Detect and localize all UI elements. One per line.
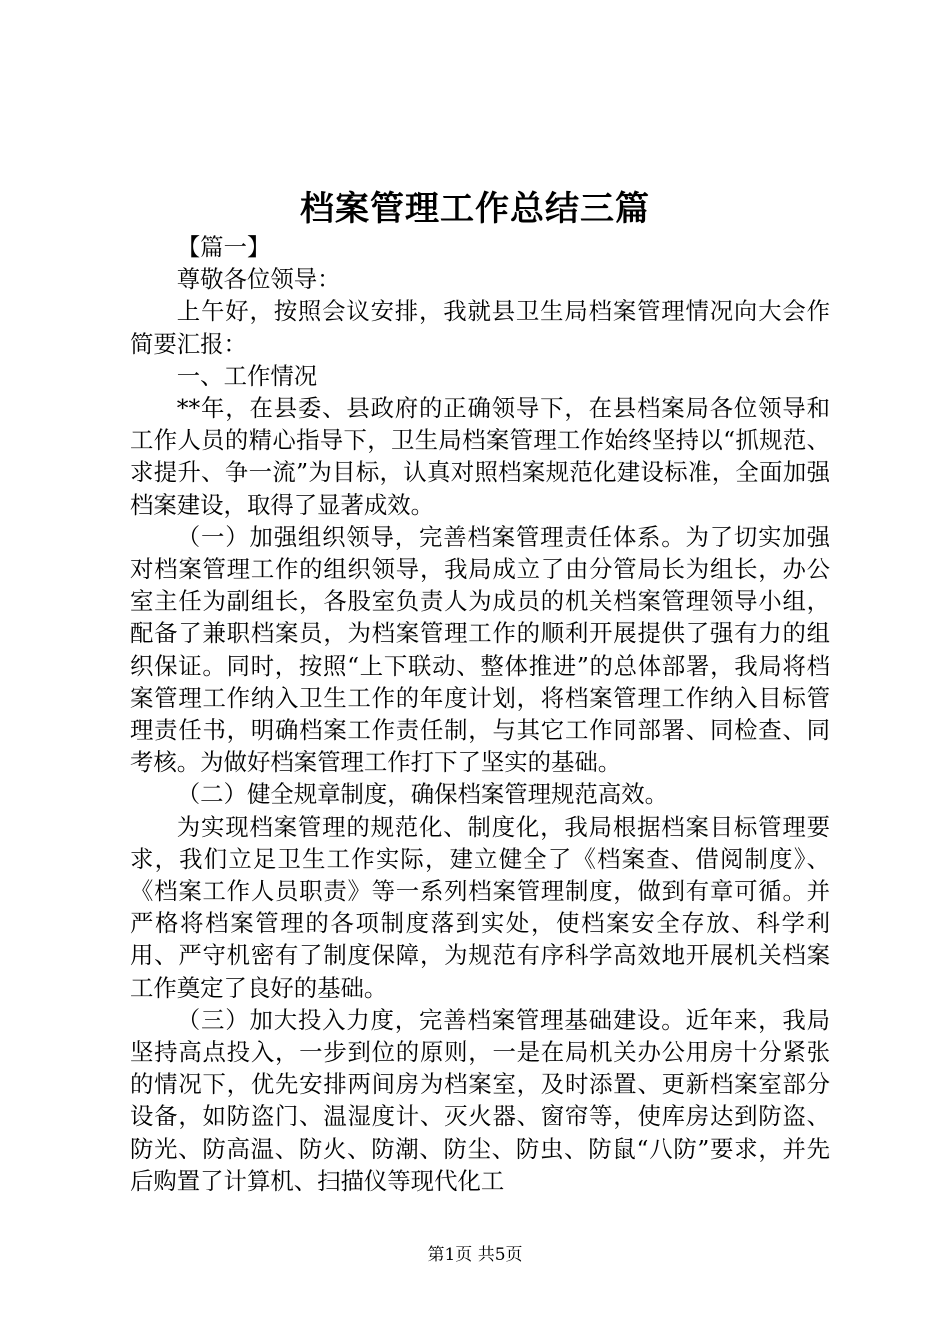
section-heading: 一、工作情况 (176, 361, 318, 390)
section-marker: 【篇一】 (176, 233, 271, 261)
paragraph: （三）加大投入力度，完善档案管理基础建设。近年来，我局坚持高点投入，一步到位的原则，一是在局机关办公用房十分紧张的情况下，优先安排两间房为档案室，及时添置、更新档案室部分设备，如防盗门、温湿度计、灭火器、窗帘等，使库房达到防盗、防光、防高温、防火、防潮、防尘、防虫、防鼠“八防”要求，并先后购置了计算机、扫描仪等现代化工 (130, 1005, 830, 1195)
paragraph: 上午好，按照会议安排，我就县卫生局档案管理情况向大会作简要汇报： (130, 297, 830, 358)
paragraph: （一）加强组织领导，完善档案管理责任体系。为了切实加强对档案管理工作的组织领导，我局成立了由分管局长为组长，办公室主任为副组长，各股室负责人为成员的机关档案管理领导小组，配备了兼职档案员，为档案管理工作的顺利开展提供了强有力的组织保证。同时，按照“上下联动、整体推进”的总体部署，我局将档案管理工作纳入卫生工作的年度计划，将档案管理工作纳入目标管理责任书，明确档案工作责任制，与其它工作同部署、同检查、同考核。为做好档案管理工作打下了坚实的基础。 (130, 522, 830, 777)
document-title: 档案管理工作总结三篇 (300, 189, 650, 229)
paragraph: 为实现档案管理的规范化、制度化，我局根据档案目标管理要求，我们立足卫生工作实际，建立健全了《档案查、借阅制度》、《档案工作人员职责》等一系列档案管理制度，做到有章可循。并严格将档案管理的各项制度落到实处，使档案安全存放、科学利用、严守机密有了制度保障，为规范有序科学高效地开展机关档案工作奠定了良好的基础。 (130, 812, 830, 1002)
paragraph: **年，在县委、县政府的正确领导下，在县档案局各位领导和工作人员的精心指导下，卫生局档案管理工作始终坚持以“抓规范、求提升、争一流”为目标，认真对照档案规范化建设标准，全面加强档案建设，取得了显著成效。 (130, 394, 830, 519)
document-body (130, 231, 830, 1197)
subsection-heading: （二）健全规章制度，确保档案管理规范高效。 (176, 780, 668, 809)
salutation: 尊敬各位领导： (176, 265, 341, 294)
page-number: 第1页 共5页 (427, 1245, 523, 1265)
